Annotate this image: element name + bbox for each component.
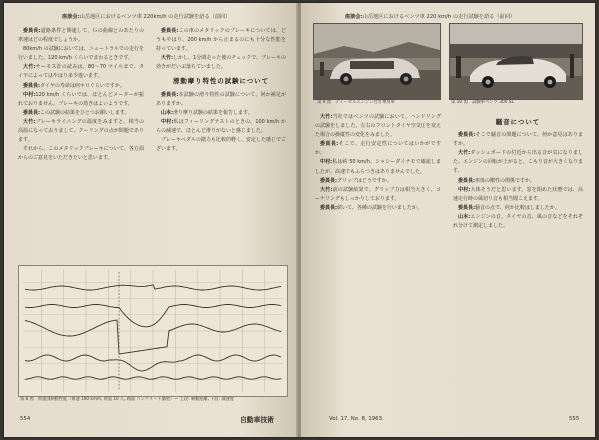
paragraph-text: 本試験の滑り特性の試験について、何か補足がありますか。 xyxy=(156,91,286,107)
speaker-name: 山本: xyxy=(161,109,173,116)
braking-performance-chart xyxy=(18,265,288,397)
left-column-1 xyxy=(18,27,144,261)
speaker-name: 大竹: xyxy=(23,64,36,71)
paragraph xyxy=(18,63,144,81)
paragraph xyxy=(315,177,441,186)
speaker-name: 大竹: xyxy=(161,55,174,62)
photo2-caption: 第 10 図 試験車ベンツ 300 SL xyxy=(451,100,514,105)
paragraph xyxy=(156,54,286,72)
paragraph xyxy=(453,149,583,176)
speaker-name: 委員長: xyxy=(161,28,179,34)
paragraph xyxy=(18,27,144,45)
right-column-1 xyxy=(315,113,441,409)
paragraph xyxy=(156,118,286,136)
left-page-number: 554 xyxy=(20,416,31,422)
paragraph-text: 私はフィーリングテストのときの、100 km/h からの減速で、ほとんど滑りがないと感じました。 xyxy=(156,118,286,134)
paragraph-text: 当社ではベンツの試験において、ハンドリングの試験をしました。左右のフロントタイヤ空気圧を変えた場合の操縦性の変化をみました。 xyxy=(315,114,441,139)
paragraph-text: しかし、1分間走った後のチェックで、ブレーキの効きがだいぶ落ちていました。 xyxy=(156,55,286,71)
paragraph-text: そこで、走行安定性についてはいかがですか。 xyxy=(315,141,441,157)
speaker-name: 山本: xyxy=(458,213,471,220)
magazine-spread xyxy=(4,3,595,437)
journal-volume: Vol. 17, No. 8, 1963. xyxy=(329,416,384,422)
left-header-label: 座談会: xyxy=(62,14,80,20)
speaker-name: 委員長: xyxy=(23,28,41,34)
section-title: 滑動摩り特性の試験について xyxy=(173,77,269,86)
paragraph xyxy=(315,140,441,158)
speaker-name: 中村: xyxy=(320,159,333,166)
paragraph-text: ブレーキペダルの踏力も比較的軽く、安定した感じでございます。 xyxy=(156,137,286,153)
paragraph-text: それから、このメタリックブレーキについて、各方面からのご意見をいただきたいと思います。 xyxy=(18,146,144,162)
speaker-name: 委員長: xyxy=(161,91,179,98)
paragraph xyxy=(453,213,583,231)
photo-300sl xyxy=(449,23,583,100)
right-column-2 xyxy=(453,113,583,409)
paragraph xyxy=(315,158,441,176)
chart-caption: 第 8 図 荷重別制動性能（車速 100 km/h, 荷重 10 人, 路面 コンクリート舗装）— 上段: 制動距離, 下段: 減速度 xyxy=(20,396,234,401)
paragraph-text: この試験の結果をひとつお願いします。 xyxy=(40,109,130,116)
right-running-header xyxy=(345,13,515,20)
paragraph xyxy=(156,109,286,118)
paragraph-text: サーモス計の読みは、80〜70 マイルまで、タイヤによってはやはり多少違います。 xyxy=(18,64,144,80)
paragraph-text: 前の試験結果で、グリップ力は相当大きく、コーナリングもしっかりしております。 xyxy=(315,186,441,202)
speaker-name: 中村: xyxy=(458,186,471,193)
chart-plot xyxy=(19,266,287,396)
paragraph-text: 道路条件と関連して、Ｇの曲線とのあたりの車速はどの程度でしょうか。 xyxy=(18,28,144,44)
speaker-name: 委員長: xyxy=(23,82,40,89)
paragraph xyxy=(315,204,441,213)
paragraph xyxy=(18,109,144,118)
paragraph-text: 80km/h の試験においては、ニュートラルでの走行を行いました。120 km/h くらいでまわるときです。 xyxy=(18,46,144,62)
speaker-name: 委員長: xyxy=(458,177,475,184)
paragraph-text: この車のメタリックのブレーキについては、どうもやはり、200 km/h から止まるのにも十分な性能を持っています。 xyxy=(156,28,286,53)
paragraph xyxy=(156,27,286,54)
paragraph xyxy=(18,45,144,63)
paragraph xyxy=(315,113,441,140)
paragraph xyxy=(453,204,583,213)
paragraph-text: タイヤの寿命は何キロぐらいですか。 xyxy=(40,82,125,89)
speaker-name: 大竹: xyxy=(458,150,471,157)
speaker-name: 中村: xyxy=(23,91,36,98)
right-header-title: 山岳地区におけるベンツ車 220 km/h の走行試験を語る（前回） xyxy=(362,14,516,20)
paragraph xyxy=(315,186,441,204)
paragraph-text: 私は約 50 km/h、シャシーダイナモで確認しましたが、高速でもふらつきはありませんでした。 xyxy=(315,159,441,175)
paragraph xyxy=(156,91,286,109)
speaker-name: 大竹: xyxy=(23,118,36,125)
paragraph xyxy=(453,177,583,186)
paragraph xyxy=(18,145,144,163)
paragraph xyxy=(18,118,144,145)
left-header-title: 山岳地区におけるベンツ車 220km/h の走行試験を語る（前回） xyxy=(79,14,231,20)
paragraph-text: 騒音の点で、何か比較はしましたか。 xyxy=(475,204,560,211)
paragraph-text: 続いて、各種の試験を行いましたか。 xyxy=(337,204,422,211)
speaker-name: 中村: xyxy=(161,118,174,125)
paragraph xyxy=(18,91,144,109)
speaker-name: 委員長: xyxy=(320,141,339,148)
photo-diesel-car xyxy=(313,23,441,100)
paragraph xyxy=(18,82,144,91)
right-page-number: 555 xyxy=(569,416,580,422)
right-header-label: 座談会: xyxy=(345,14,363,20)
section-title: 騒音について xyxy=(495,118,541,126)
journal-name: 自動車技術 xyxy=(240,416,274,424)
left-page xyxy=(4,3,298,437)
paragraph-text: 滑り摩り試験の結果を報告します。 xyxy=(173,109,253,116)
speaker-name: 委員長: xyxy=(458,204,475,211)
paragraph-text: エンジンの音、タイヤの音、風の音などをそれぞれ分けて測定しました。 xyxy=(453,213,583,230)
left-column-2 xyxy=(156,27,286,261)
paragraph xyxy=(453,186,583,204)
paragraph-text: ダッシュボードの付近から出る音が気になりました。エンジンの回転が上がると、こもり音が大きくなります。 xyxy=(453,150,583,175)
photo1-caption: 第 9 図 ディーゼルエンジン付き乗用車 xyxy=(317,100,395,105)
speaker-name: 大竹: xyxy=(320,114,333,120)
speaker-name: 委員長: xyxy=(23,109,40,116)
right-page xyxy=(301,3,595,437)
paragraph-text: グリップはどうですか。 xyxy=(337,177,392,184)
paragraph xyxy=(453,131,583,149)
paragraph-text: そこで騒音の問題について、何か意見はありますか。 xyxy=(453,132,583,148)
paragraph-text: 大体そうだと思います。窓を閉めた状態では、高速走行時の風切り音も相当聞こえます。 xyxy=(453,186,583,202)
paragraph-text: 車体の剛性の関係ですか。 xyxy=(475,177,536,184)
left-running-header xyxy=(62,13,230,20)
speaker-name: 委員長: xyxy=(320,177,337,184)
speaker-name: 大竹: xyxy=(320,186,333,193)
speaker-name: 委員長: xyxy=(320,204,337,211)
speaker-name: 委員長: xyxy=(458,132,476,139)
paragraph xyxy=(156,136,286,154)
paragraph-text: 120 km/h くらいでは、ほとんどメーターが振れておりません。ブレーキの効きはよいようです。 xyxy=(18,91,144,107)
paragraph-text: ブレーキライニングの温度をみますと、相当の高温になっておりまして、クーリングの点が問題であります。 xyxy=(18,118,144,144)
